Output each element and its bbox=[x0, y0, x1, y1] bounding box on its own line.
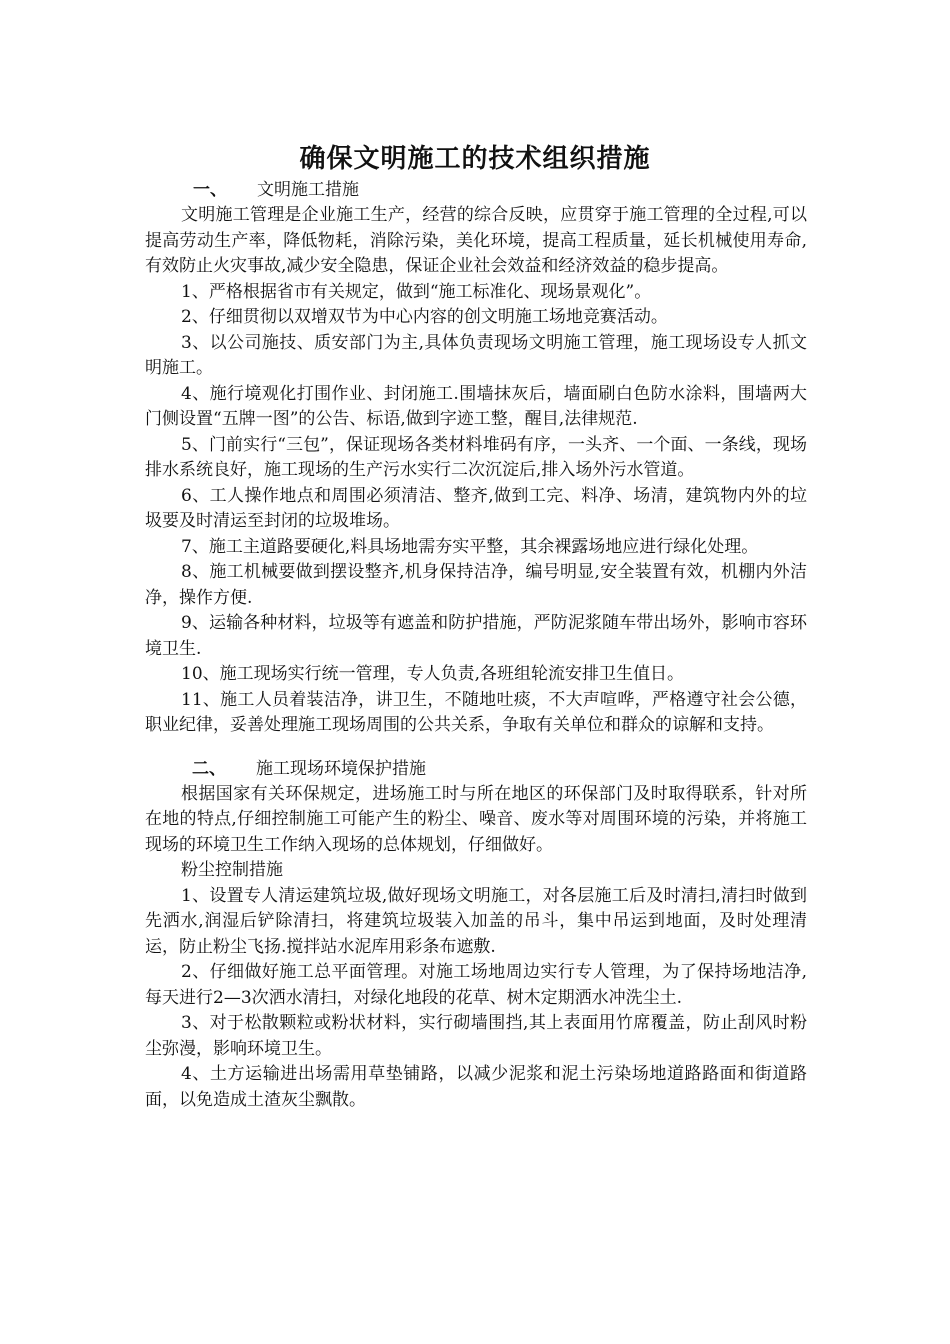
paragraph: 根据国家有关环保规定，进场施工时与所在地区的环保部门及时取得联系，针对所在地的特点,仔细控制施工可能产生的粉尘、噪音、废水等对周围环境的污染，并将施工现场的环境卫生工作纳入现场的总体规划，仔细做好。 bbox=[145, 783, 807, 855]
section-heading bbox=[145, 757, 807, 782]
paragraph: 10、施工现场实行统一管理，专人负责,各班组轮流安排卫生值日。 bbox=[181, 664, 685, 684]
section-civilized-construction bbox=[145, 178, 807, 739]
paragraph: 3、以公司施技、质安部门为主,具体负责现场文明施工管理，施工现场设专人抓文明施工。 bbox=[145, 332, 807, 378]
paragraph: 5、门前实行“三包”，保证现场各类材料堆码有序，一头齐、一个面、一条线，现场排水系统良好，施工现场的生产污水实行二次沉淀后,排入场外污水管道。 bbox=[145, 434, 807, 480]
paragraph: 1、严格根据省市有关规定，做到“施工标准化、现场景观化”。 bbox=[181, 281, 652, 302]
document-body bbox=[145, 178, 807, 1113]
section-heading-text: 文明施工措施 bbox=[257, 180, 359, 200]
paragraph: 7、施工主道路要硬化,料具场地需夯实平整，其余裸露场地应进行绿化处理。 bbox=[181, 536, 759, 557]
paragraph: 11、施工人员着装洁净，讲卫生，不随地吐痰，不大声喧哗，严格遵守社会公德，职业纪律，妥善处理施工现场周围的公共关系，争取有关单位和群众的谅解和支持。 bbox=[145, 689, 807, 735]
section-heading bbox=[145, 178, 807, 203]
paragraph: 9、运输各种材料，垃圾等有遮盖和防护措施，严防泥浆随车带出场外，影响市容环境卫生. bbox=[145, 613, 807, 659]
paragraph: 1、设置专人清运建筑垃圾,做好现场文明施工，对各层施工后及时清扫,清扫时做到先洒水,润湿后铲除清扫，将建筑垃圾装入加盖的吊斗，集中吊运到地面，及时处理清运，防止粉尘飞扬.搅拌站水泥库用彩条布遮敷. bbox=[145, 885, 807, 957]
paragraph: 4、施行境观化打围作业、封闭施工.围墙抹灰后，墙面刷白色防水涂料，围墙两大门侧设置“五牌一图”的公告、标语,做到字迹工整，醒目,法律规范. bbox=[145, 383, 807, 429]
document-title: 确保文明施工的技术组织措施 bbox=[299, 144, 651, 174]
paragraph: 6、工人操作地点和周围必须清洁、整齐,做到工完、料净、场清，建筑物内外的垃圾要及时清运至封闭的垃圾堆场。 bbox=[145, 485, 807, 531]
subheading-dust-control: 粉尘控制措施 bbox=[181, 860, 283, 880]
section-number: 一、 bbox=[193, 180, 227, 200]
paragraph: 2、仔细贯彻以双增双节为中心内容的创文明施工场地竞赛活动。 bbox=[181, 307, 668, 327]
paragraph: 2、仔细做好施工总平面管理。对施工场地周边实行专人管理，为了保持场地洁净,每天进行2—3次洒水清扫，对绿化地段的花草、树木定期洒水冲洗尘土. bbox=[145, 962, 807, 1008]
paragraph: 3、对于松散颗粒或粉状材料，实行砌墙围挡,其上表面用竹席覆盖，防止刮风时粉尘弥漫，影响环境卫生。 bbox=[145, 1013, 807, 1059]
paragraph: 8、施工机械要做到摆设整齐,机身保持洁净，编号明显,安全装置有效，机棚内外洁净，操作方便. bbox=[145, 562, 807, 608]
section-number: 二、 bbox=[192, 758, 226, 779]
paragraph: 4、土方运输进出场需用草垫铺路，以减少泥浆和泥土污染场地道路路面和街道路面，以免造成土渣灰尘飘散。 bbox=[145, 1064, 807, 1110]
paragraph: 文明施工管理是企业施工生产，经营的综合反映，应贯穿于施工管理的全过程,可以提高劳动生产率，降低物耗，消除污染，美化环境，提高工程质量，延长机械使用寿命,有效防止火灾事故,减少安全隐患，保证企业社会效益和经济效益的稳步提高。 bbox=[145, 205, 807, 276]
section-environmental-protection bbox=[145, 757, 807, 1114]
section-heading-text: 施工现场环境保护措施 bbox=[256, 758, 426, 779]
